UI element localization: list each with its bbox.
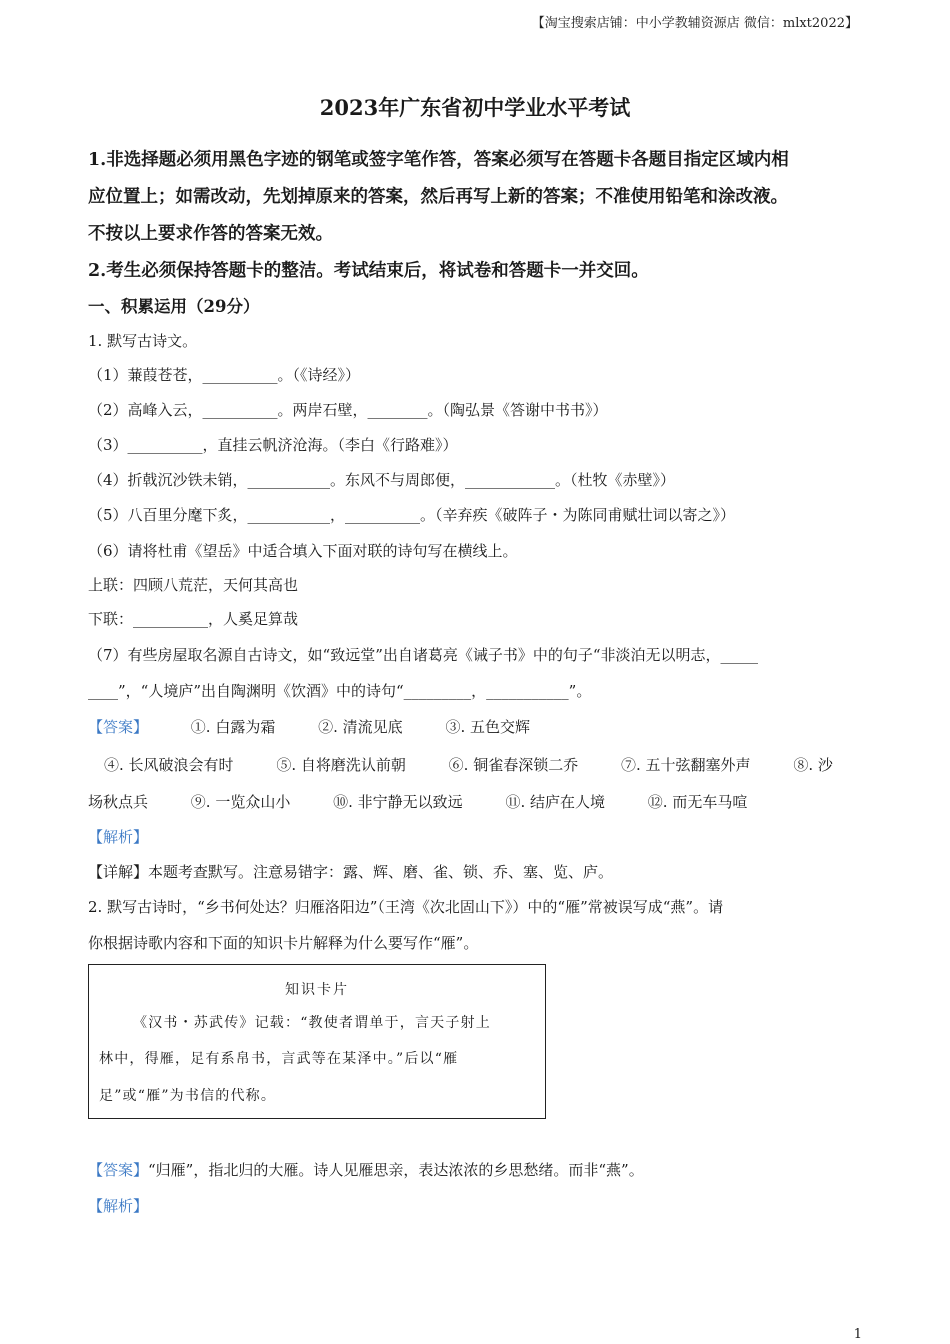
page-number: 1 [853,1327,862,1342]
question-1-title: 1. 默写古诗文。 [88,332,198,350]
knowledge-card-title: 知识卡片 [285,982,349,998]
answer-item: ④. 长风破浪会有时 [104,756,234,774]
knowledge-card-line: 足”或“雁”为书信的代称。 [99,1088,277,1104]
question-item: （6）请将杜甫《望岳》中适合填入下面对联的诗句写在横线上。 [88,542,518,560]
page-header: 【淘宝搜索店铺：中小学教辅资源店 微信：mlxt2022】 [531,16,858,31]
couplet-up: 上联：四顾八荒茫，天何其高也 [88,576,299,594]
answer-item: ⑨. 一览众山小 [190,793,291,811]
section-heading: 一、积累运用（29分） [88,297,260,316]
note-line: 2.考生必须保持答题卡的整洁。考试结束后，将试卷和答题卡一并交回。 [88,261,649,281]
question-item: （1）蒹葭苍苍，__________。（《诗经》） [88,366,361,384]
answer-item: ⑩. 非宁静无以致远 [333,793,463,811]
answer-item: ⑥. 铜雀春深锁二乔 [448,756,579,774]
answer-item: ⑦. 五十弦翻塞外声 [620,756,751,774]
question-item: （4）折戟沉沙铁未销，___________。东风不与周郎便，____________。（杜牧《赤壁》） [88,471,676,489]
note-line: 1.非选择题必须用黑色字迹的钢笔或签字笔作答，答案必须写在答题卡各题目指定区域内相 [88,150,789,170]
note-line: 应位置上；如需改动，先划掉原来的答案，然后再写上新的答案；不准使用铅笔和涂改液。 [88,187,788,207]
answer-item: ⑫. 而无车马喧 [647,793,748,811]
note-line: 不按以上要求作答的答案无效。 [88,224,333,244]
knowledge-card-line: 林中，得雁，足有系帛书，言武等在某泽中。”后以“雁 [99,1051,459,1067]
question-item: ____”，“人境庐”出自陶渊明《饮酒》中的诗句“_________，___________”。 [88,682,592,700]
detail-text: 【详解】本题考查默写。注意易错字：露、辉、磨、雀、锁、乔、塞、览、庐。 [88,863,614,881]
answer-item: ②. 清流见底 [318,718,403,736]
answer-line [88,1159,644,1180]
answer-item: ⑤. 自将磨洗认前朝 [276,756,406,774]
answer-item: 场秋点兵 [88,793,149,811]
knowledge-card [88,964,546,1119]
answer-label: 【答案】 [88,1161,149,1179]
question-item: （3）__________，直挂云帆济沧海。（李白《行路难》） [88,436,458,454]
answer-row [88,716,568,737]
question-item: （2）高峰入云，__________。两岸石壁，________。（陶弘景《答谢中书书》） [88,401,608,419]
answer-label: 【答案】 [88,718,149,736]
question-2-line: 你根据诗歌内容和下面的知识卡片解释为什么要写作“雁”。 [88,934,479,952]
answer-row [104,754,833,775]
answer-item: ①. 白露为霜 [190,718,276,736]
question-item: （7）有些房屋取名源自古诗文，如“致远堂”出自诸葛亮《诫子书》中的句子“非淡泊无以明志，_____ [88,646,759,664]
answer-row [88,791,785,812]
answer-text: “归雁”，指北归的大雁。诗人见雁思亲，表达浓浓的乡思愁绪。而非“燕”。 [148,1161,644,1179]
couplet-down: 下联：__________，人奚足算哉 [88,610,299,628]
question-item: （5）八百里分麾下炙，___________，__________。（辛弃疾《破阵子・为陈同甫赋壮词以寄之》） [88,506,736,524]
knowledge-card-line: 《汉书・苏武传》记载：“教使者谓单于，言天子射上 [133,1015,491,1031]
answer-item: ③. 五色交辉 [445,718,530,736]
analysis-label: 【解析】 [88,1197,149,1215]
question-2-line: 2. 默写古诗时，“乡书何处达？归雁洛阳边”（王湾《次北固山下》）中的“雁”常被误写成“燕”。请 [88,898,724,916]
page-title: 2023年广东省初中学业水平考试 [319,95,631,120]
analysis-label: 【解析】 [88,828,149,846]
answer-item: ⑧. 沙 [793,756,833,774]
answer-item: ⑪. 结庐在人境 [505,793,605,811]
